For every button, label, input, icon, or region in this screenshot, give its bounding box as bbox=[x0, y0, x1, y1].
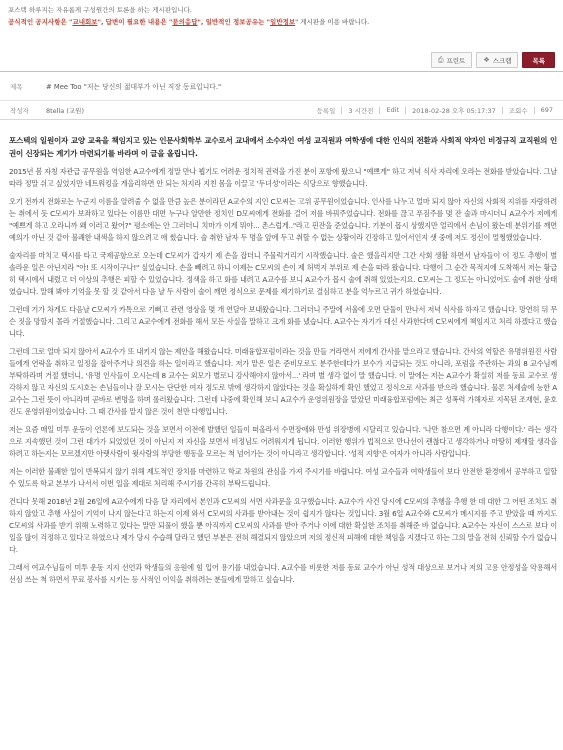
post-meta-row bbox=[0, 100, 563, 120]
post-paragraph: 오기 전까지 전화로는 누군지 이름을 알려줄 수 없을 만큼 높은 분이라던 A교수의 지인 C모씨는 고위 공무원이었습니다. 인사를 나누고 얼마 되지 않아 자신의 사회적 지위를 자랑하려는 취에서 듯 C모씨가 보좌하고 있다는 이름만 대면 누구나 알만한 정치인 D모씨에게 전화를 걸어 저를 바꿔주었습니다. 전화를 끊고 푸짐주를 몇 잔 술과 마시더니 A교수가 저에게 "예쁘게 하고 오라니까 왜 이러고 왔어?" 평소에는 안 그러더니 치마가 이게 뭐야... 촌스럽게.."라고 핀잔을 준었습니다. 기분이 몹시 상했지만 얼리에서 손님이 왔는데 분위기를 깨면 예의가 아닌 것 같아 불쾌한 내색을 하지 않으려고 애 썼습니다. 술 취한 남자 두 명을 앞에 두고 취할 수 없는 상황이라 긴장하고 있어서인지 샛 중에 저도 정신이 멀쩡했었습니다. bbox=[9, 197, 557, 242]
post-meta-right bbox=[317, 106, 563, 115]
guide-text-4: " 게시판을 이용 바랍니다. bbox=[295, 18, 370, 26]
post-title: # Mee Too "저는 당신의 젊대부가 아닌 직장 동료입니다." bbox=[46, 83, 222, 91]
post-title-row bbox=[0, 72, 563, 100]
guide-text-3: ", 일반적인 정보공유는 " bbox=[197, 18, 271, 26]
post-author[interactable]: 8tella (교원) bbox=[46, 106, 84, 115]
post-paragraph: 건디다 못해 2018년 2월 26일에 A교수에게 다음 달 자리에서 본인과 C모씨의 서면 사과문을 요구했습니다. A교수가 사건 당시에 C모씨의 추행을 추행 한 데 대한 그 어떤 조치도 취하지 않았고 추행 사실이 기억이 나지 않는다고 하는지 이제 와서 C모씨의 사과를 받아내는 것이 쉽지가 않다는 것입니다. 3월 6일 A교수와 C모씨가 메시지를 주고 받았을 때 까지도 C모씨의 사과를 받기 위해 노력하고 있다는 말만 되풀이 했을 뿐 아직까지 C모씨의 사과를 받아 주거나 이에 대한 확실한 조치를 취해준 바 없습니다. A교수는 자신이 스스로 보다 이 일을 많이 걱정하고 있다고 하였으나 제가 당시 수습해 달라고 했던 부분은 전혀 해결되지 않았으며 저의 정신적 피해에 대한 책임을 지겠다고 하는 그의 말을 전혀 신뢰할 수가 없습니다. bbox=[9, 497, 557, 554]
link-general-info[interactable]: 일반정보 bbox=[270, 18, 296, 26]
board-guide bbox=[0, 16, 563, 28]
print-button-label: 프린트 bbox=[446, 56, 466, 65]
meta-separator bbox=[534, 107, 535, 114]
list-button[interactable] bbox=[522, 52, 555, 68]
post-paragraph: 그런데 기가 차게도 다음날 C모씨가 카톡으로 기뻐고 관련 영상을 몇 개 연달아 보내왔습니다. 그러더니 주말에 서울에 오면 단둘이 만나서 저녁 식사를 하자고 했습니다. 망연히 뒤 무슨 짓을 망할지 몰라 거절했습니다. 그리고 A교수에게 전화를 해서 모든 사실을 말하고 크게 화를 냈습니다. A교수는 자기가 대신 사과한다며 C모씨에게 책임지고 처리 하겠다고 했습니다. bbox=[9, 305, 557, 338]
post-paragraph: 그래서 여교수님들이 미투 운동 지지 선언과 학생들의 응원에 힘 입어 용기를 내었습니다. A교수를 비롯한 저를 동료 교수가 아닌 성적 대상으로 보거나 저의 고용 안정성을 악용해서 선심 쓰는 척 하면서 무료 봉사를 시키는 등 사적인 이익을 취하려는 분들에게 말하고 싶습니다. bbox=[9, 563, 557, 584]
reg-label: 등록일 bbox=[316, 106, 336, 115]
link-qna[interactable]: 묻의응답 bbox=[172, 18, 198, 26]
scrap-icon: ❖ bbox=[483, 56, 490, 64]
post-paragraph: 저는 요즘 매일 미투 운동이 언론에 보도되는 것을 보면서 이전에 발했던 일들이 떠올라서 수면장애와 만성 위장병에 시달리고 있습니다. '나만 참으면 계 아니라 다행이다.' 라는 생각으로 지속했던 것이 그런 대가가 되었었던 것이 아닌지 저 자신을 보면서 비정님도 어려워지게 됩니다. 이러한 행위가 법적으로 만나선이 괜찮다고 생각하거나 마땅히 제재할 생각을 하려고 하는지는 모르겠지만 아랫사람이 윗사람의 부당한 행동을 모르는 척 넘어가는 것이 아니라고 생각합니다. '성적 지향'은 여자가 아니라 사람입니다. bbox=[9, 425, 557, 458]
print-button[interactable] bbox=[431, 52, 472, 68]
link-school-news[interactable]: 교내회보 bbox=[72, 18, 98, 26]
post-lead: 포스텍의 일원이자 교양 교육을 책임지고 있는 인문사회학부 교수로서 교내에서 소수자인 여성 교직원과 여학생에 대한 인식의 전환과 사회적 약자인 비정규직 교직원의 인권이 신장되는 계기가 마련되기를 바라며 이 글을 올립니다. bbox=[9, 136, 557, 158]
guide-text-1: 공식적인 공지사항은 " bbox=[8, 18, 73, 26]
scrap-button[interactable] bbox=[476, 52, 518, 68]
views-value: 697 bbox=[540, 106, 553, 114]
author-label: 작성자 bbox=[10, 106, 29, 115]
post-paragraph: 술자리를 마치고 택시를 타고 국제공항으로 오는데 C모씨가 갑자기 제 손을 잡더니 주물럭거리기 시작했습니다. 술은 했을리지만 그간 사회 생활 하면서 남자들이 이 정도 추행이 별 솔라운 일은 아닌지라 "아! 또 시작이구나!" 싶었습니다. 손을 빼려고 하니 이제는 C모씨의 손이 제 허벅지 부위로 제 손을 따라 왔습니다. 다행이 그 순간 목적지에 도착해서 저는 황급히 택시에서 내렸고 더 이상의 추행은 피할 수 있었습니다. 정색을 하고 화를 내려고 A교수를 보니 A교수가 몹시 술에 취해 있었는지요. C모씨는 그 정도는 아니었어도 술에 취한 상태였습니다. 말해 봐야 기억을 못 할 것 같아서 다음 날 두 사람이 술이 깨면 정식으로 문제를 제기하기로 결심하고 분을 억누르고 귀가 하였습니다. bbox=[9, 251, 557, 296]
meta-separator bbox=[379, 107, 380, 114]
post-paragraph: 2015년 봄 자칭 자관급 공무원을 역임한 A교수에게 정말 만나 뵙기도 어려운 정치적 권력을 가진 분이 포항에 왔으니 "예쁘게" 하고 저녁 식사 자리에 오라는 전화를 받았습니다. 그날따라 정말 쉬고 싶었지만 네트워킹을 게을리하면 안 되는 처지라 지친 몸을 이끌고 '두녀성'이라는 식당으로 향했습니다. bbox=[9, 167, 557, 188]
post-body bbox=[9, 135, 557, 592]
printer-icon: ⎙ bbox=[437, 55, 444, 64]
title-label: 제목 bbox=[10, 82, 23, 91]
guide-text-2: ", 답변이 필요한 내용은 " bbox=[97, 18, 173, 26]
board-notice: 포스텍 하루지는 자유롭게 구성원간의 토론을 하는 게시판입니다. bbox=[8, 6, 192, 14]
edit-value: 2018-02-28 오후 05:17:37 bbox=[412, 106, 496, 115]
list-button-label: 목록 bbox=[532, 56, 545, 65]
reg-value: 3 시간전 bbox=[348, 106, 374, 115]
meta-separator bbox=[341, 107, 342, 114]
meta-separator bbox=[502, 107, 503, 114]
scrap-button-label: 스크랩 bbox=[492, 56, 512, 65]
post-paragraph: 저는 이러한 불쾌한 일이 반복되지 않기 위해 제도적인 장치를 마련하고 학교 차원의 관심을 가져 주시기를 바랍니다. 여성 교수들과 여학생들이 보다 안전한 환경에서 공부하고 일할 수 있도록 학교 본부가 나서서 이번 일을 제대로 처리해 주시기를 간곡히 부탁드립니다. bbox=[9, 467, 557, 488]
post-toolbar bbox=[431, 52, 555, 68]
post-paragraph: 그런데 그로 얼마 되지 않아서 A교수가 또 내키지 않는 제안을 해왔습니다. 미래융합포럼이라는 것을 만들 거라면서 저에게 간사를 맡으라고 했습니다. 간사의 역할은 유명위원진 사람들에게 연락을 취하고 일정을 잡아주거나 의견을 하는 일이라고 했습니다. 저가 맡은 일은 준비모로도 분주한데다가 보수가 지급되는 것도 아니라, 포럼을 주관하는 과의 8 교수님께 부탁하라며 거절 했더니, '유명 인사들이 오시는데 8 교수는 외모가 별로니 강사해야지 않아서...' 라며 별 생각 없이 말 했습니다. 이 말에는 저는 A교수가 확실히 저를 동료 교수로 생각하지 않고 자신의 도시호는 손님들이나 잘 모시는 단단한 여자 정도로 밖에 생각하지 않았다는 것을 확실하게 확인 했었고 정식으로 사과를 받으라 했습니다. 물론 처세술에 능한 A교수는 그런 뜻이 아니라며 곧바로 변명을 하며 롤러왔습니다. 그런데 나중에 확인해 보니 A교수가 운영위원장을 맡았던 미래융합포럼에는 최근 성폭력 가해자로 지목된 조재현, 윤호진도 운영위원이었습니다. 그 때 간사를 맡지 않은 것이 천만 다행입니다. bbox=[9, 347, 557, 416]
edit-label: Edit bbox=[386, 106, 400, 114]
meta-separator bbox=[405, 107, 406, 114]
views-label: 조회수 bbox=[508, 106, 528, 115]
